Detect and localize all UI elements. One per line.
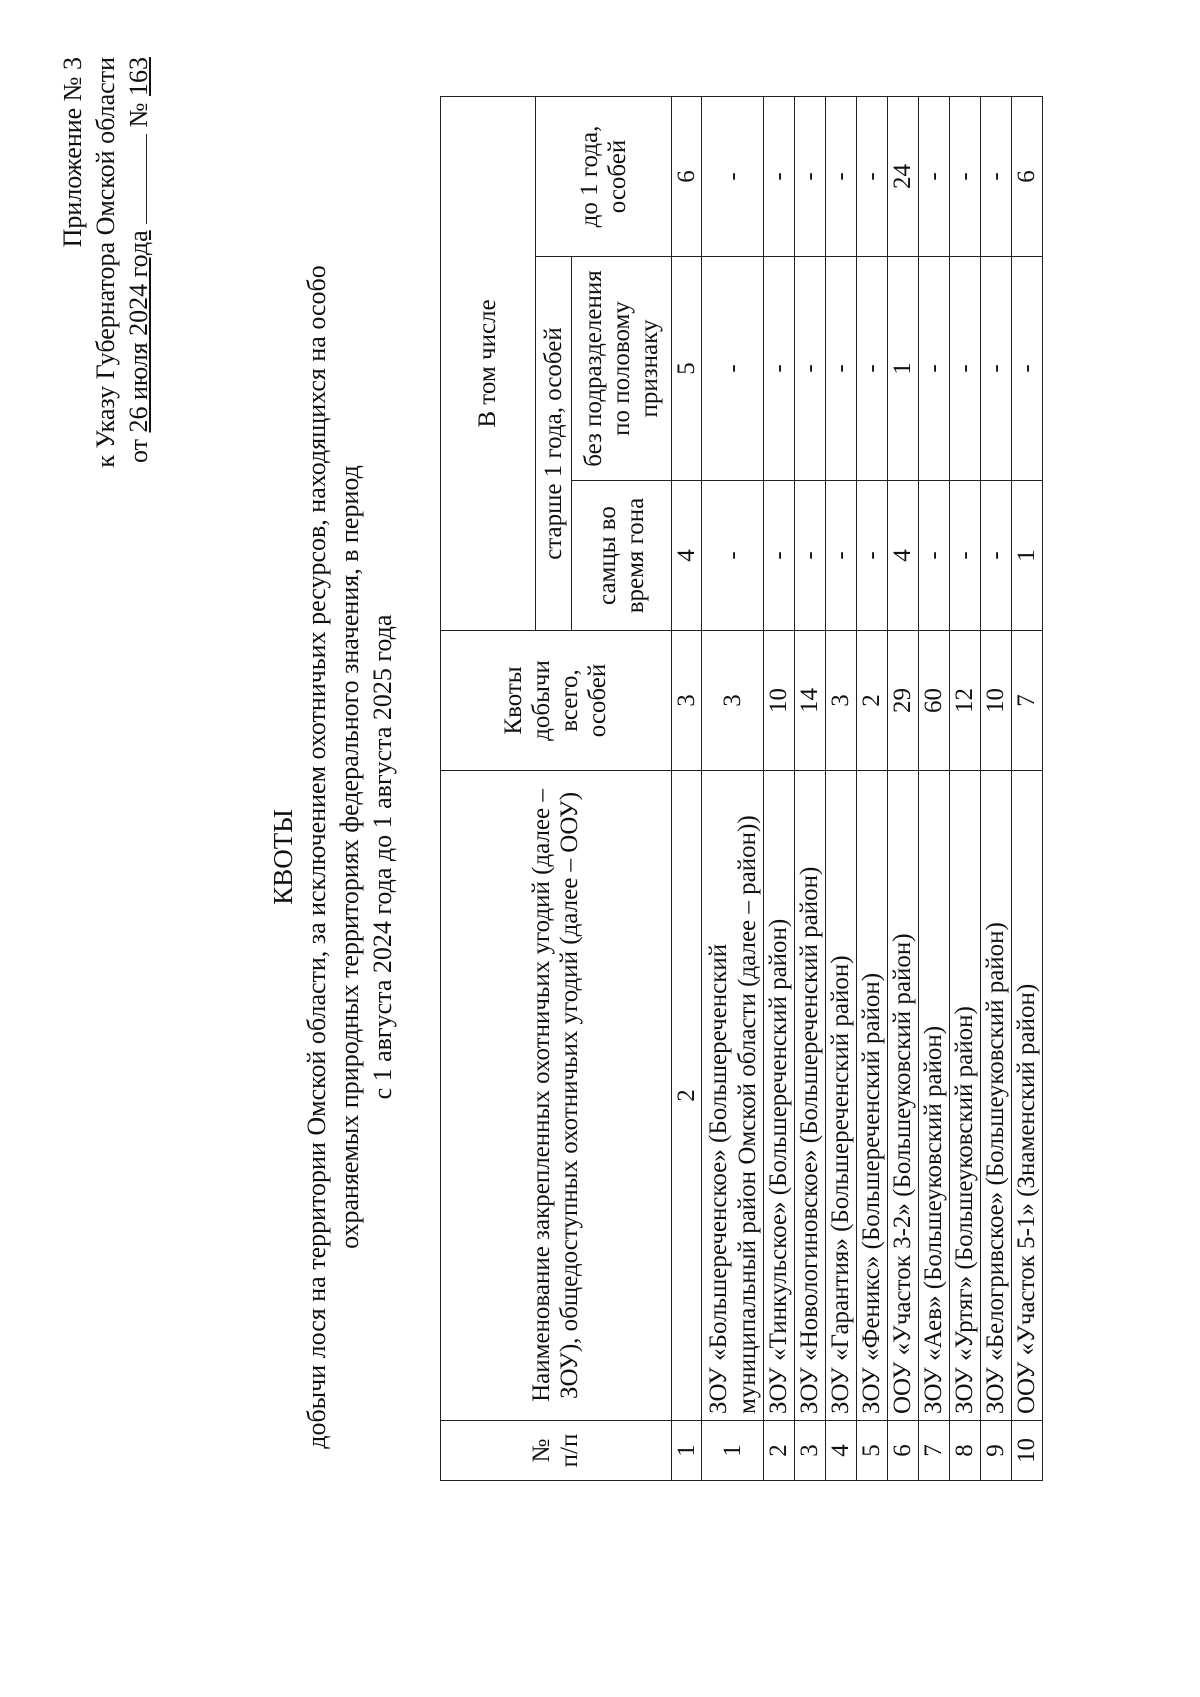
date-underline — [126, 134, 147, 224]
colnum-3: 3 — [672, 631, 702, 771]
row-total: 12 — [950, 631, 981, 771]
row-males: - — [919, 481, 950, 631]
row-num: 2 — [764, 1421, 795, 1481]
row-name: ООУ «Участок 3-2» (Большеуковский район) — [888, 771, 919, 1421]
number-prefix: № — [124, 102, 153, 128]
row-young: 24 — [888, 96, 919, 256]
table-row — [919, 96, 950, 1480]
row-total: 60 — [919, 631, 950, 771]
row-name: ЗОУ «Белогривское» (Большеуковский район) — [981, 771, 1012, 1421]
row-num: 3 — [795, 1421, 826, 1481]
table-row — [1012, 96, 1043, 1480]
row-nosex: - — [857, 257, 888, 481]
header-nosex: без подразделения по половому признаку — [572, 257, 672, 481]
appendix-title: Приложение № 3 — [58, 57, 87, 248]
table-row — [857, 96, 888, 1480]
header-including: В том числе — [441, 96, 536, 630]
table-row — [950, 96, 981, 1480]
subtitle-line-2: охраняемых природных территориях федерального значения, в период — [335, 465, 364, 1249]
row-nosex: - — [981, 257, 1012, 481]
row-name: ООУ «Участок 5-1» (Знаменский район) — [1012, 771, 1043, 1421]
header-total: Квоты добычи всего, особей — [441, 631, 672, 771]
row-males: 4 — [888, 481, 919, 631]
row-young: - — [795, 96, 826, 256]
row-total: 3 — [826, 631, 857, 771]
row-num: 10 — [1012, 1421, 1043, 1481]
row-males: - — [702, 481, 764, 631]
row-nosex: 1 — [888, 257, 919, 481]
row-young: - — [981, 96, 1012, 256]
table-row — [888, 96, 919, 1480]
colnum-2: 2 — [672, 771, 702, 1421]
row-num: 8 — [950, 1421, 981, 1481]
row-name: ЗОУ «Новологиновское» (Большереченский район) — [795, 771, 826, 1421]
row-name: ЗОУ «Гарантия» (Большереченский район) — [826, 771, 857, 1421]
quota-table — [440, 96, 1043, 1481]
row-num: 5 — [857, 1421, 888, 1481]
table-row — [764, 96, 795, 1480]
document-subtitle — [300, 237, 399, 1477]
subtitle-line-1: добычи лося на территории Омской области, за исключением охотничьих ресурсов, находящихся на особо — [302, 265, 331, 1449]
table-row — [702, 96, 764, 1480]
row-males: - — [764, 481, 795, 631]
row-nosex: - — [950, 257, 981, 481]
column-number-row — [672, 96, 702, 1480]
row-total: 10 — [981, 631, 1012, 771]
colnum-4: 4 — [672, 481, 702, 631]
row-total: 14 — [795, 631, 826, 771]
header-males: самцы во время гона — [572, 481, 672, 631]
row-total: 3 — [702, 631, 764, 771]
colnum-1: 1 — [672, 1421, 702, 1481]
decree-date: 26 июля 2024 года — [124, 230, 153, 433]
row-young: 6 — [1012, 96, 1043, 256]
row-total: 2 — [857, 631, 888, 771]
header-older: старше 1 года, особей — [536, 257, 572, 631]
row-young: - — [919, 96, 950, 256]
subtitle-line-3: с 1 августа 2024 года до 1 августа 2025 года — [368, 614, 397, 1100]
row-total: 7 — [1012, 631, 1043, 771]
colnum-6: 6 — [672, 96, 702, 256]
row-nosex: - — [826, 257, 857, 481]
header-name: Наименование закрепленных охотничьих угодий (далее – ЗОУ), общедоступных охотничьих угодий (далее – ООУ) — [441, 771, 672, 1421]
document-title: КВОТЫ — [268, 809, 298, 905]
row-nosex: - — [919, 257, 950, 481]
row-males: - — [857, 481, 888, 631]
row-nosex: - — [702, 257, 764, 481]
row-name: ЗОУ «Уртяг» (Большеуковский район) — [950, 771, 981, 1421]
row-name: ЗОУ «Тинкульское» (Большереченский район) — [764, 771, 795, 1421]
row-total: 29 — [888, 631, 919, 771]
row-num: 7 — [919, 1421, 950, 1481]
row-young: - — [857, 96, 888, 256]
row-num: 1 — [702, 1421, 764, 1481]
row-nosex: - — [795, 257, 826, 481]
row-num: 4 — [826, 1421, 857, 1481]
row-name: ЗОУ «Феникс» (Большереченский район) — [857, 771, 888, 1421]
row-name: ЗОУ «Аев» (Большеуковский район) — [919, 771, 950, 1421]
row-males: - — [950, 481, 981, 631]
table-row — [981, 96, 1012, 1480]
row-total: 10 — [764, 631, 795, 771]
row-males: 1 — [1012, 481, 1043, 631]
header-young: до 1 года, особей — [536, 96, 672, 256]
row-males: - — [826, 481, 857, 631]
row-name: ЗОУ «Большереченское» (Большереченский муниципальный район Омской области (далее – район)) — [702, 771, 764, 1421]
row-males: - — [795, 481, 826, 631]
appendix-block — [56, 57, 155, 657]
row-num: 9 — [981, 1421, 1012, 1481]
table-row — [795, 96, 826, 1480]
row-young: - — [826, 96, 857, 256]
row-young: - — [764, 96, 795, 256]
header-num: № п/п — [441, 1421, 672, 1481]
row-males: - — [981, 481, 1012, 631]
row-young: - — [950, 96, 981, 256]
row-nosex: - — [764, 257, 795, 481]
date-prefix: от — [124, 438, 153, 464]
appendix-to: к Указу Губернатора Омской области — [91, 57, 120, 468]
table-row — [826, 96, 857, 1480]
decree-date-line — [122, 57, 155, 657]
row-young: - — [702, 96, 764, 256]
colnum-5: 5 — [672, 257, 702, 481]
row-nosex: - — [1012, 257, 1043, 481]
row-num: 6 — [888, 1421, 919, 1481]
decree-number: 163 — [124, 57, 153, 96]
